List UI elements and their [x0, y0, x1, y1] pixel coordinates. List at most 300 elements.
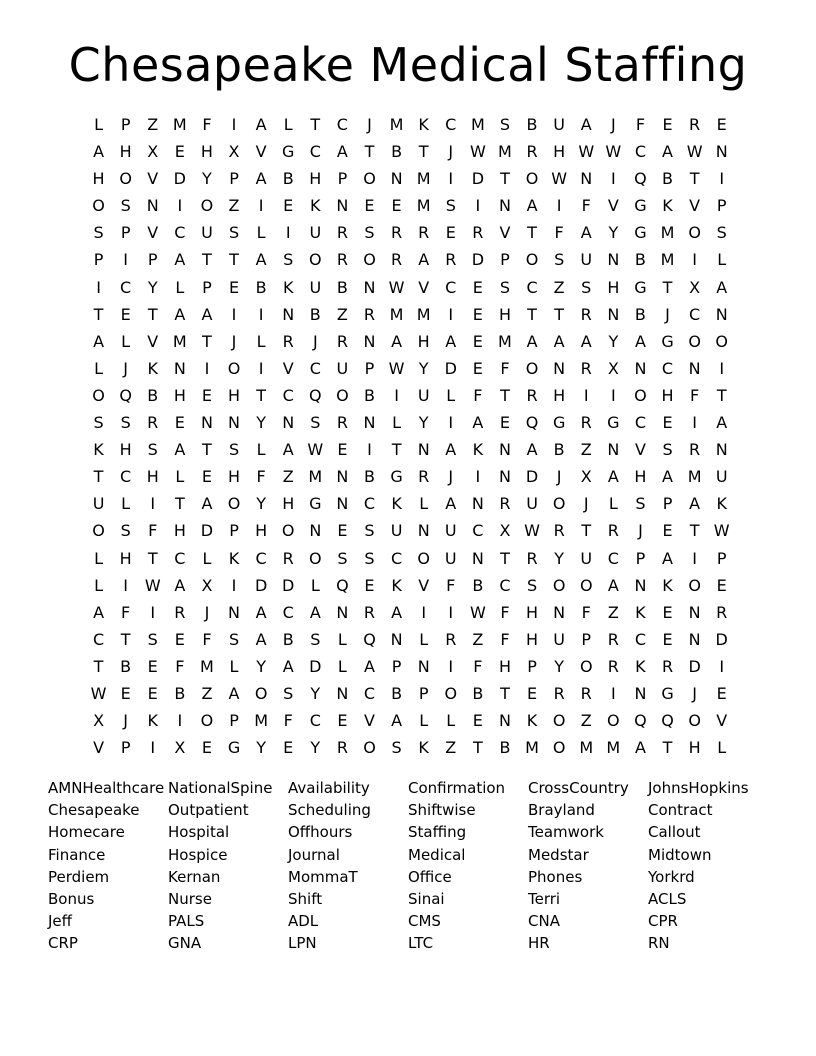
grid-cell[interactable]: F: [500, 629, 510, 649]
grid-cell[interactable]: G: [227, 738, 241, 758]
grid-cell[interactable]: O: [254, 683, 268, 703]
grid-cell[interactable]: I: [231, 115, 237, 134]
grid-cell[interactable]: H: [255, 521, 268, 541]
grid-cell[interactable]: A: [174, 575, 186, 595]
grid-cell[interactable]: J: [367, 115, 372, 134]
grid-cell[interactable]: A: [689, 494, 701, 514]
grid-cell[interactable]: S: [283, 250, 294, 270]
grid-cell[interactable]: N: [417, 656, 430, 676]
grid-cell[interactable]: P: [120, 115, 131, 134]
grid-cell[interactable]: N: [580, 169, 593, 189]
grid-cell[interactable]: J: [610, 115, 616, 134]
grid-cell[interactable]: V: [634, 440, 646, 460]
grid-cell[interactable]: U: [580, 250, 593, 270]
grid-cell[interactable]: A: [445, 331, 457, 351]
grid-cell[interactable]: M: [416, 169, 431, 189]
grid-cell[interactable]: N: [417, 521, 430, 541]
grid-cell[interactable]: O: [200, 196, 214, 216]
grid-cell[interactable]: A: [607, 467, 619, 487]
grid-cell[interactable]: R: [580, 358, 592, 378]
grid-cell[interactable]: A: [526, 440, 538, 460]
grid-cell[interactable]: T: [364, 142, 375, 162]
grid-cell[interactable]: C: [472, 521, 484, 541]
grid-cell[interactable]: E: [120, 683, 131, 703]
grid-cell[interactable]: N: [282, 413, 295, 433]
grid-cell[interactable]: Q: [525, 413, 539, 433]
grid-cell[interactable]: G: [634, 196, 647, 216]
grid-cell[interactable]: R: [147, 413, 159, 433]
grid-cell[interactable]: F: [500, 602, 510, 622]
grid-cell[interactable]: J: [312, 331, 318, 351]
grid-cell[interactable]: N: [607, 250, 620, 270]
grid-cell[interactable]: V: [418, 575, 430, 595]
grid-cell[interactable]: L: [94, 548, 103, 568]
grid-cell[interactable]: D: [471, 250, 485, 270]
grid-cell[interactable]: I: [177, 711, 183, 731]
grid-cell[interactable]: L: [419, 494, 429, 514]
grid-cell[interactable]: N: [634, 575, 647, 595]
grid-cell[interactable]: N: [363, 277, 376, 297]
grid-cell[interactable]: C: [92, 629, 105, 649]
grid-cell[interactable]: R: [418, 467, 430, 487]
grid-cell[interactable]: T: [418, 142, 429, 162]
grid-cell[interactable]: D: [715, 629, 728, 649]
grid-cell[interactable]: P: [581, 629, 592, 649]
grid-cell[interactable]: R: [580, 413, 592, 433]
grid-cell[interactable]: I: [394, 385, 399, 405]
grid-cell[interactable]: K: [282, 277, 294, 297]
grid-cell[interactable]: C: [309, 142, 321, 162]
grid-cell[interactable]: U: [201, 223, 213, 243]
grid-cell[interactable]: N: [336, 467, 349, 487]
grid-cell[interactable]: U: [336, 358, 349, 378]
grid-cell[interactable]: P: [662, 494, 673, 514]
grid-cell[interactable]: R: [553, 521, 565, 541]
grid-cell[interactable]: B: [662, 169, 673, 189]
grid-cell[interactable]: I: [285, 223, 291, 243]
grid-cell[interactable]: M: [606, 738, 621, 758]
grid-cell[interactable]: E: [283, 738, 294, 758]
grid-cell[interactable]: F: [256, 467, 266, 487]
grid-cell[interactable]: I: [719, 358, 725, 378]
grid-cell[interactable]: N: [390, 629, 403, 649]
grid-cell[interactable]: B: [282, 169, 294, 189]
grid-cell[interactable]: A: [364, 656, 375, 676]
grid-cell[interactable]: K: [418, 115, 429, 134]
grid-cell[interactable]: N: [715, 440, 728, 460]
grid-cell[interactable]: E: [174, 142, 185, 162]
grid-cell[interactable]: O: [417, 548, 430, 568]
grid-cell[interactable]: T: [472, 738, 483, 758]
grid-cell[interactable]: U: [553, 115, 565, 134]
grid-cell[interactable]: V: [364, 711, 375, 731]
grid-cell[interactable]: N: [363, 413, 376, 433]
grid-cell[interactable]: P: [716, 196, 727, 216]
grid-cell[interactable]: J: [638, 521, 643, 541]
grid-cell[interactable]: Y: [418, 358, 429, 378]
grid-cell[interactable]: F: [148, 521, 158, 541]
grid-cell[interactable]: I: [556, 196, 562, 216]
grid-cell[interactable]: J: [665, 304, 670, 324]
grid-cell[interactable]: W: [307, 440, 324, 460]
grid-cell[interactable]: S: [635, 494, 646, 514]
grid-cell[interactable]: H: [119, 142, 132, 162]
grid-cell[interactable]: N: [688, 358, 701, 378]
grid-cell[interactable]: D: [471, 169, 485, 189]
grid-cell[interactable]: N: [336, 196, 349, 216]
grid-cell[interactable]: C: [363, 683, 376, 703]
grid-cell[interactable]: I: [583, 385, 589, 405]
grid-cell[interactable]: B: [472, 683, 484, 703]
grid-cell[interactable]: L: [337, 656, 347, 676]
grid-cell[interactable]: F: [473, 656, 483, 676]
grid-cell[interactable]: L: [256, 223, 266, 243]
grid-cell[interactable]: S: [228, 440, 240, 460]
grid-cell[interactable]: R: [607, 521, 619, 541]
grid-cell[interactable]: H: [607, 277, 620, 297]
grid-cell[interactable]: Z: [580, 440, 592, 460]
grid-cell[interactable]: P: [229, 169, 239, 189]
grid-cell[interactable]: E: [120, 304, 131, 324]
grid-cell[interactable]: M: [389, 115, 404, 134]
grid-cell[interactable]: O: [363, 738, 376, 758]
grid-cell[interactable]: H: [173, 521, 186, 541]
grid-cell[interactable]: N: [553, 602, 566, 622]
grid-cell[interactable]: U: [553, 629, 565, 649]
grid-cell[interactable]: L: [175, 467, 185, 487]
grid-cell[interactable]: Q: [363, 629, 376, 649]
grid-cell[interactable]: O: [227, 358, 241, 378]
grid-cell[interactable]: F: [202, 629, 212, 649]
grid-cell[interactable]: J: [583, 494, 589, 514]
grid-cell[interactable]: G: [661, 331, 674, 351]
grid-cell[interactable]: U: [580, 548, 593, 568]
grid-cell[interactable]: N: [282, 304, 295, 324]
grid-cell[interactable]: D: [254, 575, 268, 595]
grid-cell[interactable]: A: [716, 413, 728, 433]
grid-cell[interactable]: C: [526, 277, 538, 297]
grid-cell[interactable]: P: [120, 738, 131, 758]
grid-cell[interactable]: R: [282, 331, 294, 351]
grid-cell[interactable]: E: [472, 358, 483, 378]
grid-cell[interactable]: N: [200, 413, 213, 433]
grid-cell[interactable]: F: [581, 602, 591, 622]
grid-cell[interactable]: D: [173, 169, 186, 189]
grid-cell[interactable]: H: [688, 738, 701, 758]
grid-cell[interactable]: B: [363, 385, 375, 405]
grid-cell[interactable]: A: [174, 304, 186, 324]
grid-cell[interactable]: E: [364, 196, 375, 216]
grid-cell[interactable]: E: [662, 602, 673, 622]
grid-cell[interactable]: T: [93, 467, 104, 487]
grid-cell[interactable]: H: [417, 331, 430, 351]
grid-cell[interactable]: T: [202, 331, 212, 351]
grid-cell[interactable]: K: [635, 656, 646, 676]
grid-cell[interactable]: T: [120, 629, 131, 649]
grid-cell[interactable]: K: [93, 440, 104, 460]
grid-cell[interactable]: A: [255, 602, 267, 622]
grid-cell[interactable]: E: [228, 277, 240, 297]
grid-cell[interactable]: L: [337, 629, 347, 649]
grid-cell[interactable]: R: [526, 385, 538, 405]
grid-cell[interactable]: N: [309, 521, 322, 541]
grid-cell[interactable]: B: [391, 683, 403, 703]
grid-cell[interactable]: N: [498, 711, 511, 731]
grid-cell[interactable]: D: [688, 656, 701, 676]
grid-cell[interactable]: M: [416, 304, 431, 324]
grid-cell[interactable]: R: [418, 223, 430, 243]
grid-cell[interactable]: H: [553, 142, 566, 162]
grid-cell[interactable]: V: [93, 738, 105, 758]
grid-cell[interactable]: M: [525, 738, 539, 758]
grid-cell[interactable]: A: [662, 467, 673, 487]
grid-cell[interactable]: M: [498, 331, 512, 351]
grid-cell[interactable]: M: [498, 142, 512, 162]
grid-cell[interactable]: S: [554, 250, 565, 270]
grid-cell[interactable]: I: [177, 196, 183, 216]
grid-cell[interactable]: C: [634, 413, 646, 433]
grid-cell[interactable]: E: [662, 115, 673, 134]
grid-cell[interactable]: T: [527, 304, 537, 324]
grid-cell[interactable]: J: [123, 711, 128, 731]
grid-cell[interactable]: I: [150, 602, 156, 622]
grid-cell[interactable]: S: [120, 413, 131, 433]
grid-cell[interactable]: C: [120, 467, 132, 487]
grid-cell[interactable]: P: [337, 169, 348, 189]
grid-cell[interactable]: E: [716, 575, 727, 595]
grid-cell[interactable]: D: [282, 575, 295, 595]
grid-cell[interactable]: H: [661, 385, 674, 405]
grid-cell[interactable]: Y: [554, 548, 565, 568]
grid-cell[interactable]: N: [688, 629, 701, 649]
grid-cell[interactable]: L: [94, 575, 103, 595]
grid-cell[interactable]: A: [634, 331, 646, 351]
grid-cell[interactable]: C: [390, 548, 403, 568]
grid-cell[interactable]: E: [147, 656, 158, 676]
grid-cell[interactable]: B: [120, 656, 132, 676]
grid-cell[interactable]: P: [93, 250, 104, 270]
grid-cell[interactable]: R: [580, 683, 592, 703]
grid-cell[interactable]: G: [661, 683, 674, 703]
grid-cell[interactable]: C: [336, 115, 348, 134]
grid-cell[interactable]: F: [283, 711, 293, 731]
grid-cell[interactable]: E: [499, 413, 510, 433]
grid-cell[interactable]: S: [662, 440, 673, 460]
grid-cell[interactable]: H: [498, 656, 511, 676]
grid-cell[interactable]: S: [445, 196, 456, 216]
grid-cell[interactable]: A: [255, 629, 267, 649]
grid-cell[interactable]: H: [173, 385, 186, 405]
grid-cell[interactable]: T: [689, 169, 700, 189]
grid-cell[interactable]: C: [255, 548, 267, 568]
grid-cell[interactable]: O: [688, 711, 701, 731]
grid-cell[interactable]: E: [337, 711, 348, 731]
grid-cell[interactable]: E: [391, 196, 402, 216]
grid-cell[interactable]: N: [498, 196, 511, 216]
grid-cell[interactable]: F: [121, 602, 131, 622]
grid-cell[interactable]: R: [336, 738, 348, 758]
grid-cell[interactable]: T: [147, 548, 158, 568]
grid-cell[interactable]: E: [526, 683, 538, 703]
grid-cell[interactable]: C: [445, 277, 457, 297]
grid-cell[interactable]: R: [526, 142, 538, 162]
grid-cell[interactable]: T: [93, 656, 104, 676]
grid-cell[interactable]: U: [390, 521, 403, 541]
grid-cell[interactable]: A: [580, 223, 592, 243]
grid-cell[interactable]: M: [660, 223, 675, 243]
grid-cell[interactable]: O: [607, 711, 620, 731]
grid-cell[interactable]: F: [175, 656, 185, 676]
grid-cell[interactable]: N: [363, 331, 376, 351]
grid-cell[interactable]: C: [445, 115, 457, 134]
grid-cell[interactable]: O: [579, 656, 593, 676]
grid-cell[interactable]: C: [607, 548, 619, 568]
grid-cell[interactable]: O: [309, 250, 322, 270]
grid-cell[interactable]: A: [391, 711, 403, 731]
grid-cell[interactable]: Q: [634, 711, 647, 731]
grid-cell[interactable]: H: [309, 169, 322, 189]
grid-cell[interactable]: I: [475, 467, 481, 487]
grid-cell[interactable]: W: [388, 358, 405, 378]
grid-cell[interactable]: A: [580, 115, 592, 134]
grid-cell[interactable]: N: [607, 440, 620, 460]
grid-cell[interactable]: U: [92, 494, 105, 514]
grid-cell[interactable]: N: [146, 196, 159, 216]
grid-cell[interactable]: T: [527, 223, 537, 243]
grid-cell[interactable]: N: [390, 169, 403, 189]
grid-cell[interactable]: O: [309, 548, 322, 568]
grid-cell[interactable]: S: [120, 521, 131, 541]
grid-cell[interactable]: R: [716, 602, 728, 622]
grid-cell[interactable]: U: [309, 223, 322, 243]
grid-cell[interactable]: I: [448, 413, 454, 433]
grid-cell[interactable]: B: [174, 683, 186, 703]
grid-cell[interactable]: O: [688, 575, 701, 595]
grid-cell[interactable]: R: [363, 304, 376, 324]
grid-cell[interactable]: O: [281, 521, 295, 541]
grid-cell[interactable]: O: [579, 575, 593, 595]
grid-cell[interactable]: M: [660, 250, 675, 270]
grid-cell[interactable]: F: [202, 115, 212, 134]
grid-cell[interactable]: R: [391, 250, 403, 270]
grid-cell[interactable]: I: [692, 413, 697, 433]
grid-cell[interactable]: P: [500, 250, 510, 270]
grid-cell[interactable]: N: [634, 683, 647, 703]
grid-cell[interactable]: W: [144, 575, 161, 595]
grid-cell[interactable]: S: [391, 738, 402, 758]
grid-cell[interactable]: A: [201, 494, 213, 514]
grid-cell[interactable]: N: [336, 683, 349, 703]
grid-cell[interactable]: N: [228, 602, 240, 622]
grid-cell[interactable]: N: [715, 142, 728, 162]
grid-cell[interactable]: T: [202, 440, 212, 460]
grid-cell[interactable]: K: [662, 196, 673, 216]
grid-cell[interactable]: P: [364, 358, 375, 378]
grid-cell[interactable]: T: [500, 548, 510, 568]
grid-cell[interactable]: W: [578, 142, 595, 162]
grid-cell[interactable]: R: [607, 656, 619, 676]
grid-cell[interactable]: A: [472, 413, 484, 433]
grid-cell[interactable]: F: [635, 115, 646, 134]
grid-cell[interactable]: V: [689, 196, 701, 216]
grid-cell[interactable]: X: [174, 738, 186, 758]
grid-cell[interactable]: E: [472, 304, 483, 324]
grid-cell[interactable]: S: [499, 277, 511, 297]
grid-cell[interactable]: X: [689, 277, 701, 297]
grid-cell[interactable]: A: [526, 331, 538, 351]
grid-cell[interactable]: H: [526, 602, 539, 622]
grid-cell[interactable]: Y: [608, 331, 619, 351]
grid-cell[interactable]: Y: [256, 656, 266, 676]
grid-cell[interactable]: N: [498, 440, 511, 460]
grid-cell[interactable]: O: [525, 358, 539, 378]
grid-cell[interactable]: Z: [201, 683, 213, 703]
grid-cell[interactable]: Z: [445, 738, 457, 758]
grid-cell[interactable]: L: [121, 494, 131, 514]
grid-cell[interactable]: H: [200, 142, 213, 162]
grid-cell[interactable]: M: [172, 331, 187, 351]
grid-cell[interactable]: J: [231, 331, 237, 351]
grid-cell[interactable]: C: [634, 629, 646, 649]
grid-cell[interactable]: G: [282, 142, 295, 162]
grid-cell[interactable]: J: [692, 683, 697, 703]
grid-cell[interactable]: A: [255, 115, 267, 134]
grid-cell[interactable]: K: [526, 711, 538, 731]
grid-cell[interactable]: W: [605, 142, 622, 162]
grid-cell[interactable]: C: [363, 494, 376, 514]
grid-cell[interactable]: A: [282, 656, 294, 676]
grid-cell[interactable]: E: [662, 629, 673, 649]
grid-cell[interactable]: S: [581, 277, 592, 297]
grid-cell[interactable]: N: [336, 494, 349, 514]
grid-cell[interactable]: P: [147, 250, 158, 270]
grid-cell[interactable]: C: [174, 223, 186, 243]
grid-cell[interactable]: P: [120, 223, 131, 243]
grid-cell[interactable]: R: [472, 223, 484, 243]
grid-cell[interactable]: O: [552, 711, 566, 731]
grid-cell[interactable]: O: [552, 575, 566, 595]
grid-cell[interactable]: E: [472, 331, 483, 351]
grid-cell[interactable]: M: [200, 656, 214, 676]
grid-cell[interactable]: E: [716, 683, 727, 703]
grid-cell[interactable]: O: [688, 223, 701, 243]
grid-cell[interactable]: A: [174, 440, 186, 460]
grid-cell[interactable]: L: [717, 738, 727, 758]
grid-cell[interactable]: M: [416, 196, 431, 216]
grid-cell[interactable]: P: [202, 277, 212, 297]
grid-cell[interactable]: L: [717, 250, 727, 270]
grid-cell[interactable]: D: [309, 656, 322, 676]
grid-cell[interactable]: P: [716, 548, 727, 568]
grid-cell[interactable]: K: [228, 548, 240, 568]
grid-cell[interactable]: O: [715, 331, 728, 351]
grid-cell[interactable]: T: [174, 494, 185, 514]
grid-cell[interactable]: U: [526, 494, 538, 514]
grid-cell[interactable]: A: [391, 331, 403, 351]
grid-cell[interactable]: J: [448, 467, 454, 487]
grid-cell[interactable]: T: [662, 277, 673, 297]
grid-cell[interactable]: R: [553, 683, 565, 703]
grid-cell[interactable]: U: [715, 467, 728, 487]
grid-cell[interactable]: Z: [282, 467, 294, 487]
grid-cell[interactable]: A: [336, 142, 348, 162]
grid-cell[interactable]: W: [524, 521, 540, 541]
grid-cell[interactable]: C: [309, 711, 321, 731]
grid-cell[interactable]: H: [498, 304, 511, 324]
grid-cell[interactable]: R: [336, 331, 348, 351]
grid-cell[interactable]: Y: [256, 494, 266, 514]
grid-cell[interactable]: W: [551, 169, 568, 189]
